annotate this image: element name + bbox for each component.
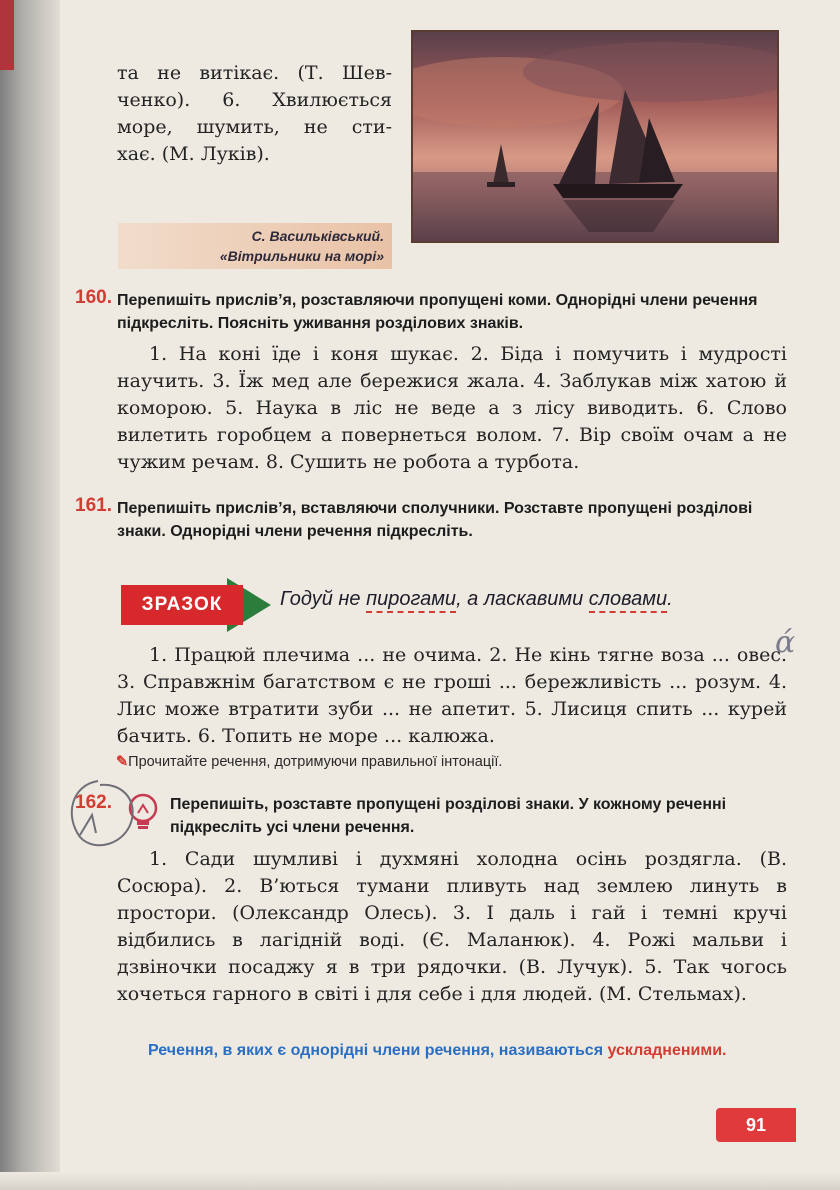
painting-caption — [118, 223, 392, 269]
exercise-body — [117, 341, 787, 476]
note-text: Прочитайте речення, дотримуючи правильної інтонації. — [128, 754, 503, 770]
example-text: Годуй не — [280, 588, 367, 610]
exercise-text: 1. Працюй плечима ... не очима. 2. Не кінь тягне воза ... овес. 3. Справжнім багатством є не гроші ... бережливість ... розум. 4. Лис може втратити зуби ... не апетит. 5. Лисиця спить ... курей бачить. 6. Топить не море ... калюжа. — [117, 644, 787, 747]
poem-line: хає. (М. Луків). — [117, 143, 270, 165]
exercise-task: Перепишіть прислів’я, вставляючи сполучники. Розставте пропущені розділові знаки. Однорідні члени речення підкресліть. — [117, 500, 753, 540]
example-text: , а ласкавими — [456, 588, 589, 610]
example-sentence — [280, 588, 673, 611]
lightbulb-icon — [126, 793, 160, 831]
exercise-number: 160. — [75, 287, 112, 308]
exercise-task: Перепишіть, розставте пропущені розділові знаки. У кожному реченні підкресліть усі члени речення. — [170, 796, 727, 836]
page-number-tab — [716, 1108, 796, 1142]
rule-text: Речення, в яких є однорідні члени речення, називаються — [148, 1042, 608, 1059]
example-text: . — [667, 588, 673, 610]
pencil-handwriting: ά — [775, 625, 796, 660]
poem-line: море, шумить, не сти- — [117, 116, 392, 138]
spine-red-strip — [0, 0, 14, 70]
poem-line: та не витікає. (Т. Шев- — [117, 62, 392, 84]
caption-author: С. Васильківський. — [251, 228, 384, 244]
example-underlined-word: пирогами — [366, 588, 456, 613]
page-number: 91 — [745, 1115, 767, 1135]
example-label: ЗРАЗОК — [121, 585, 243, 625]
exercise-text: 1. Сади шумливі і духмяні холодна осінь роздягла. (В. Сосюра). 2. В’ються тумани пливуть над землею линуть в простори. (Олександр Олесь). 3. І даль і гай і темні кручі відбились в лагідній воді. (Є. Маланюк). 4. Рожі мальви і дзвіночки посаджу я в три рядочки. (В. Лучук). 5. Так чогось хочеться гарного в світі і для себе і для людей. (М. Стельмах). — [117, 848, 787, 1005]
painting-sailboats — [411, 30, 779, 243]
poem-line: ченко). 6. Хвилюється — [117, 89, 392, 111]
caption-title: «Вітрильники на морі» — [219, 248, 384, 264]
page-bottom-shadow — [0, 1172, 840, 1190]
example-underlined-word: словами — [589, 588, 667, 613]
exercise-number: 162. — [75, 792, 112, 813]
rule-emphasis: ускладненими. — [607, 1042, 727, 1059]
book-spine-edge — [0, 0, 60, 1190]
exercise-body — [117, 642, 787, 750]
reading-note — [116, 754, 502, 770]
exercise-text: 1. На коні їде і коня шукає. 2. Біда і помучить і мудрості научить. 3. Їж мед але бережися жала. 4. Заблукав між хатою й коморою. 5. Наука в ліс не веде а з лісу виводить. 6. Слово вилетить горобцем а повернеться волом. 7. Вір своїм очам а не чужим речам. 8. Сушить не робота а турбота. — [117, 343, 787, 473]
poem-fragment — [117, 60, 392, 168]
exercise-number: 161. — [75, 495, 112, 516]
grammar-rule — [148, 1037, 788, 1064]
note-mark-icon: ✎ — [116, 754, 129, 770]
exercise-body — [117, 846, 787, 1008]
exercise-task: Перепишіть прислів’я, розставляючи пропущені коми. Однорідні члени речення підкресліть. Поясніть уживання розділових знаків. — [117, 292, 758, 332]
